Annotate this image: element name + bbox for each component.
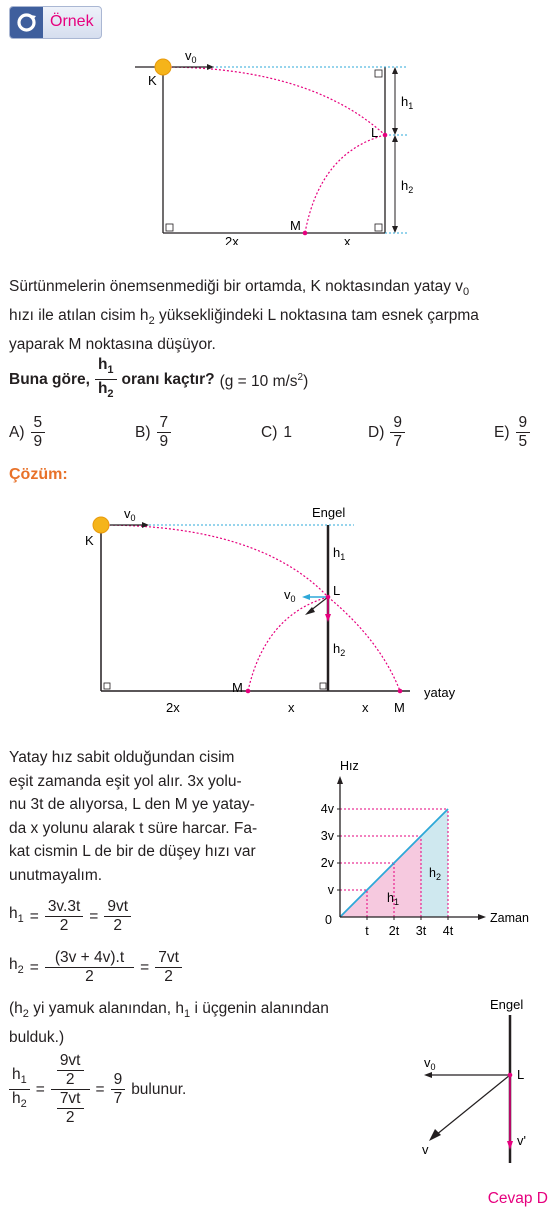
label-2x: 2x (166, 700, 180, 715)
point-M (246, 689, 251, 694)
right-angle-mark (375, 70, 382, 77)
note: ($h_2$ yi yamuk alanından, $h_1$ i üçgenin alanından bulduk.) (9, 1000, 329, 1047)
velocity-time-graph (310, 752, 550, 947)
area-h2-label: $h_2$ (429, 866, 441, 882)
y-tick-label: 3v (320, 829, 334, 843)
label-2x: 2x (225, 234, 239, 245)
problem-text (9, 275, 551, 357)
trajectory-1 (163, 67, 385, 135)
label-h2: $h_2$ (401, 178, 414, 195)
option-c[interactable]: C) 1 (261, 424, 292, 441)
option-b[interactable]: B) $\frac{7}{9}$ (135, 414, 171, 451)
label-v: v (422, 1142, 429, 1157)
x-tick-label: 2t (388, 924, 400, 938)
trajectory-2 (248, 597, 328, 691)
point-L (508, 1073, 513, 1078)
y-tick-label: 2v (320, 856, 334, 870)
point-L (383, 133, 388, 138)
label-M-virtual: M (394, 700, 405, 715)
y-tick-label: 4v (320, 802, 334, 816)
y-tick-label: v (327, 883, 334, 897)
point-M-virtual (398, 689, 403, 694)
origin-label: 0 (325, 913, 332, 927)
problem-line: Sürtünmelerin önemsenmediği bir ortamda, K noktasından yatay $v_0$ (9, 278, 470, 299)
right-angle-mark (320, 683, 326, 689)
label-x: x (344, 234, 351, 245)
option-d[interactable]: D) $\frac{9}{7}$ (368, 414, 405, 451)
solution-figure (80, 500, 480, 720)
point-L (326, 595, 331, 600)
label-x: x (362, 700, 369, 715)
label-h1: $h_1$ (333, 545, 346, 562)
ball (155, 59, 171, 75)
collision-figure (410, 995, 550, 1175)
question: Buna göre, $\frac{h_1}{h_2}$ oranı kaçtır? (g = 10 $m/s^2$) (9, 356, 308, 403)
answer-label: Cevap D (487, 1190, 548, 1207)
label-engel: Engel (490, 997, 524, 1012)
example-badge (9, 6, 102, 39)
y-axis-arrow (337, 776, 343, 784)
label-M: M (232, 680, 243, 695)
option-e[interactable]: E) $\frac{9}{5}$ (494, 414, 530, 451)
trajectory-2 (305, 135, 385, 233)
option-a[interactable]: A) $\frac{5}{9}$ (9, 414, 45, 451)
x-axis-arrow (478, 914, 486, 920)
problem-figure (130, 40, 420, 245)
x-axis-label: Zaman (490, 911, 529, 925)
label-v-prime: v' (517, 1133, 526, 1148)
label-K: K (148, 73, 157, 88)
label-v0: $v_0$ (185, 48, 197, 65)
badge-label: Örnek (50, 13, 94, 30)
area-h2 (421, 809, 448, 917)
x-tick-label: 3t (415, 924, 427, 938)
label-engel: Engel (312, 505, 346, 520)
right-angle-mark (375, 224, 382, 231)
equation-h2: $h_2$ = $\frac{(3v + 4v).t}{2}$ = $\frac{7vt}{2}$ (9, 949, 182, 986)
right-angle-mark (166, 224, 173, 231)
x-tick-label: t (365, 924, 369, 938)
label-M: M (290, 218, 301, 233)
x-tick-label: 4t (442, 924, 454, 938)
label-v0: $v_0$ (424, 1055, 436, 1072)
area-h1-label: $h_1$ (387, 891, 399, 907)
label-h2: $h_2$ (333, 641, 346, 658)
question-fraction: $\frac{h_1}{h_2}$ (95, 356, 117, 403)
problem-line: yaparak M noktasına düşüyor. (9, 336, 216, 354)
point-M (303, 231, 308, 236)
equation-h1: $h_1$ = $\frac{3v.3t}{2}$ = $\frac{9vt}{2}$ (9, 898, 131, 935)
label-L: L (371, 125, 379, 140)
v-arrow (436, 1075, 510, 1135)
right-angle-mark (104, 683, 110, 689)
label-L: L (333, 583, 341, 598)
label-v0-reflected: $v_0$ (284, 587, 296, 604)
label-K: K (85, 533, 94, 548)
problem-line: hızı ile atılan cisim $h_2$ yüksekliğindeki L noktasına tam esnek çarpma (9, 307, 479, 328)
label-x: x (288, 700, 295, 715)
label-h1: $h_1$ (401, 94, 414, 111)
label-yatay: yatay (424, 685, 456, 700)
ball (93, 517, 109, 533)
trajectory-1 (101, 525, 328, 597)
y-axis-label: Hız (340, 759, 359, 773)
explanation: Yatay hız sabit olduğundan cisim eşit zamanda eşit yol alır. 3x yolu- nu 3t de alıyorsa, L den M ye yatay- da x yolunu alarak t süre harcar. Fa- kat cismin L de bir de düşey hızı var unutmayalım. (9, 749, 258, 884)
ratio-equation: $\frac{h_1}{h_2}$ = $\frac{\frac{9vt}{2}}{\frac{7vt}{2}}$ = $\frac{9}{7}$ bulunur. (9, 1052, 186, 1127)
label-L: L (517, 1067, 525, 1082)
refresh-icon (10, 7, 43, 38)
solution-title: Çözüm: (9, 466, 68, 483)
label-v0: $v_0$ (124, 506, 136, 523)
